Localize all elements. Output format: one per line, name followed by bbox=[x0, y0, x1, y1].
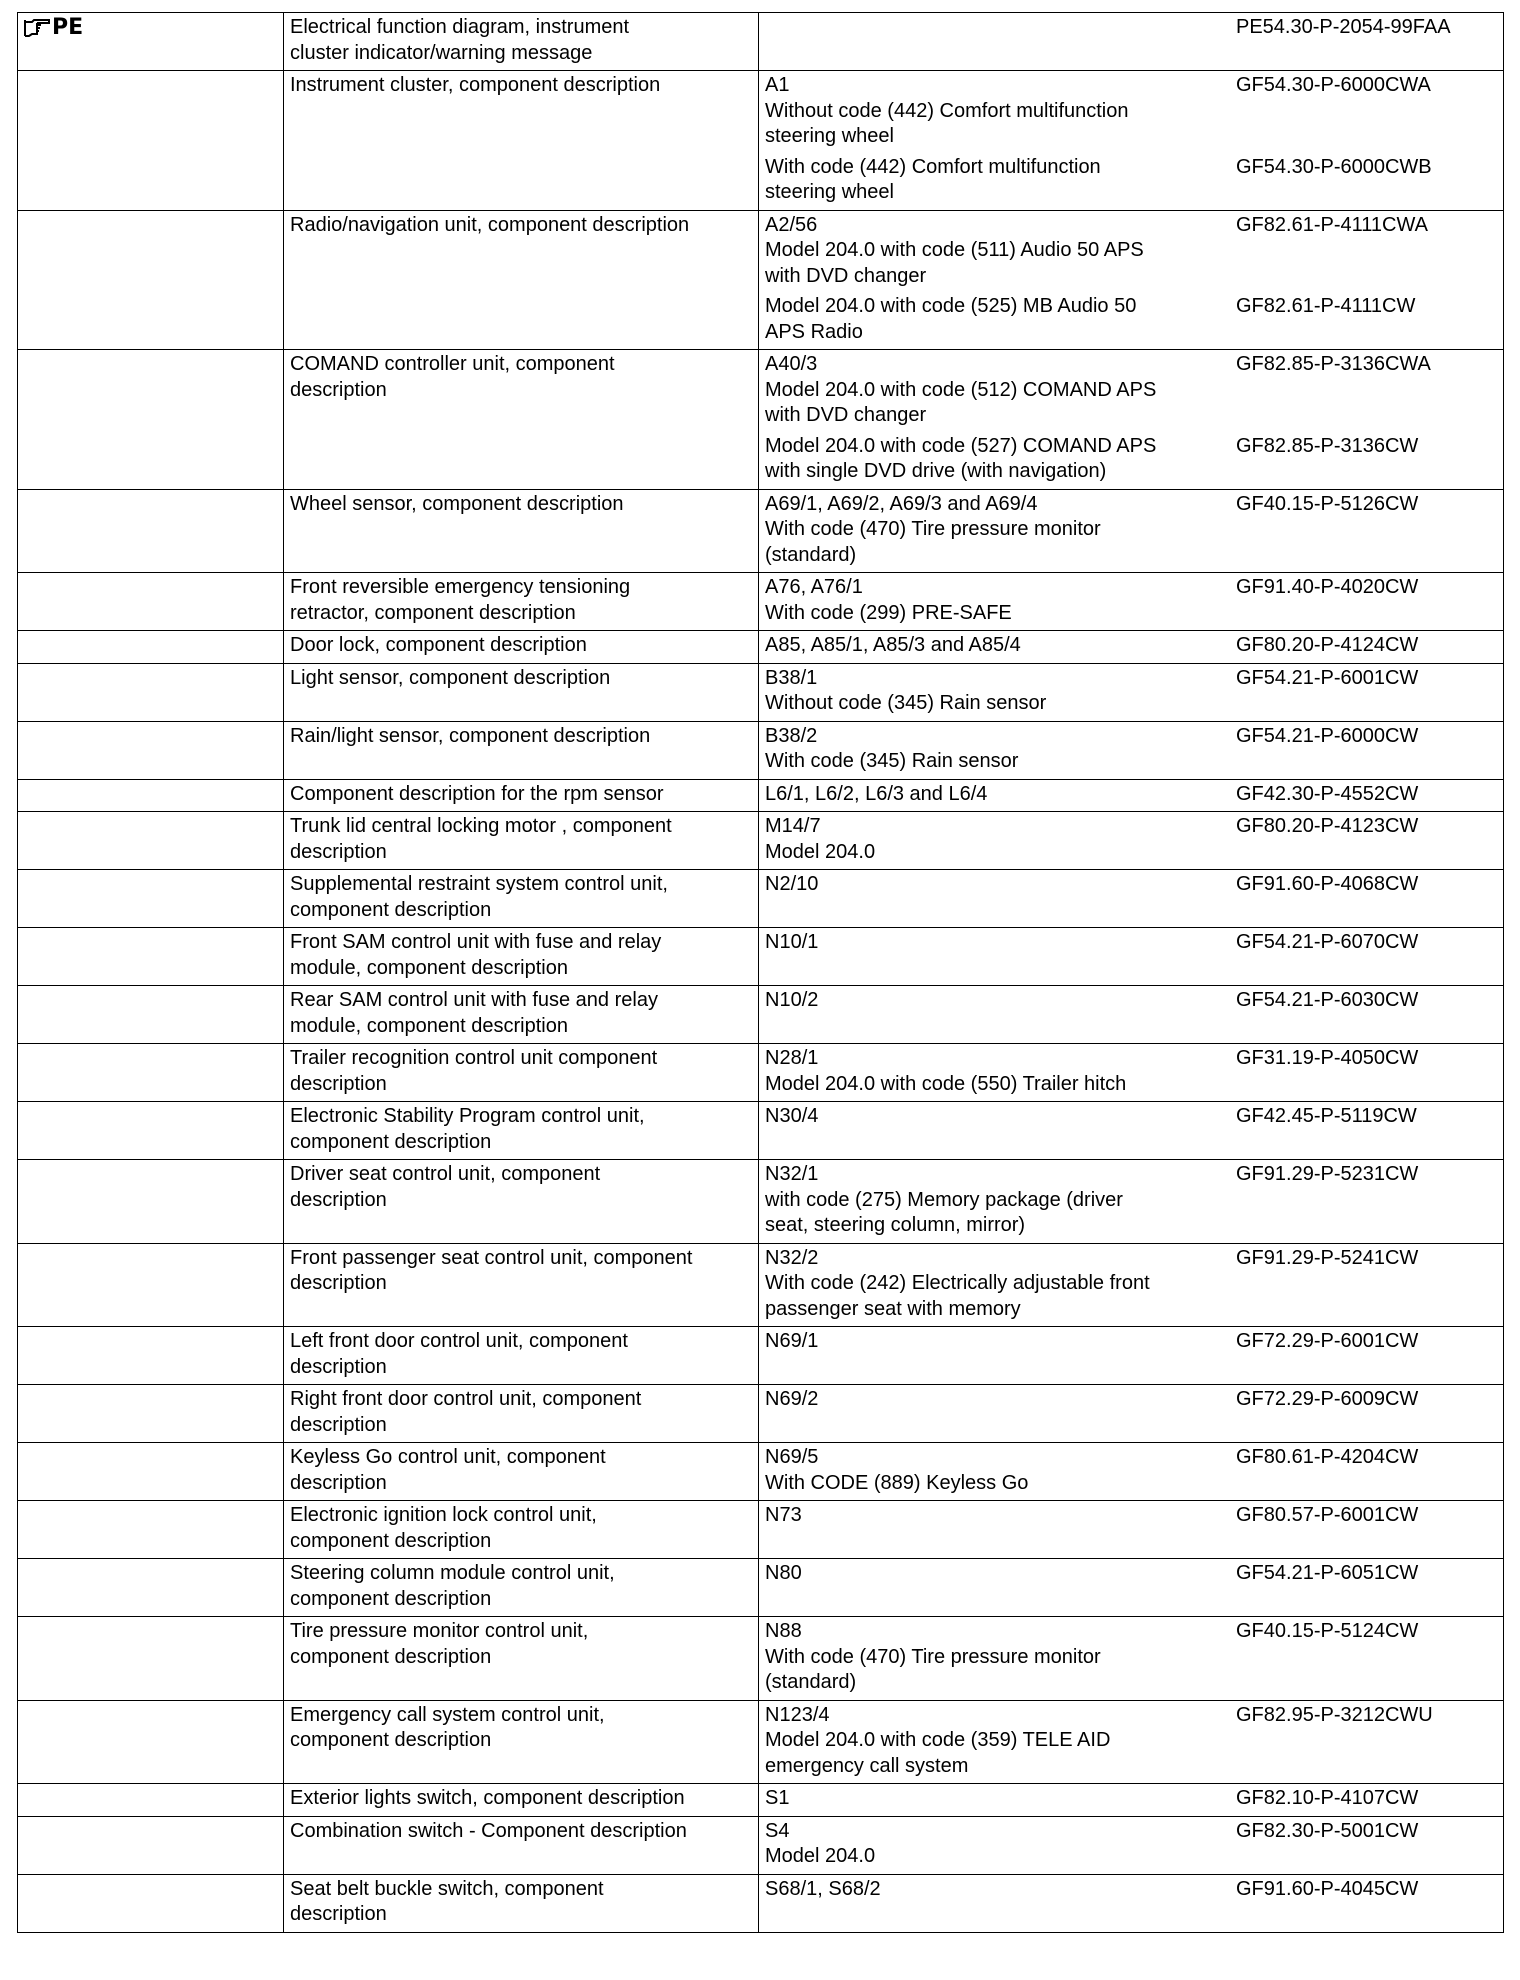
marker-cell bbox=[18, 631, 284, 664]
variant-entry bbox=[765, 1786, 1498, 1812]
variant-entry bbox=[765, 492, 1498, 569]
document-reference: GF54.21-P-6051CW bbox=[1236, 1562, 1419, 1584]
details-cell bbox=[759, 663, 1504, 721]
table-row bbox=[18, 350, 1504, 490]
document-reference: GF82.85-P-3136CW bbox=[1236, 434, 1419, 457]
variant-entry bbox=[765, 1104, 1498, 1130]
component-name: Steering column module control unit, component description bbox=[284, 1559, 759, 1617]
marker-cell bbox=[18, 1617, 284, 1701]
component-name: Driver seat control unit, component description bbox=[284, 1160, 759, 1244]
marker-cell bbox=[18, 928, 284, 986]
table-row bbox=[18, 210, 1504, 350]
table-row bbox=[18, 1784, 1504, 1817]
variant-entry bbox=[765, 1246, 1498, 1323]
document-reference: GF31.19-P-4050CW bbox=[1236, 1047, 1419, 1069]
component-name: Wheel sensor, component description bbox=[284, 489, 759, 573]
document-reference: GF80.57-P-6001CW bbox=[1236, 1504, 1419, 1526]
table-row bbox=[18, 489, 1504, 573]
component-name: Rear SAM control unit with fuse and relay module, component description bbox=[284, 986, 759, 1044]
variant-description: N73 bbox=[765, 1504, 802, 1526]
variant-description: N88 With code (470) Tire pressure monitor (standard) bbox=[765, 1620, 1101, 1693]
component-name: Keyless Go control unit, component description bbox=[284, 1443, 759, 1501]
variant-entry bbox=[765, 1329, 1498, 1355]
pe-marker bbox=[24, 15, 278, 41]
variant-description: N2/10 bbox=[765, 873, 819, 895]
variant-description: Model 204.0 with code (527) COMAND APS with single DVD drive (with navigation) bbox=[765, 434, 1157, 482]
details-cell bbox=[759, 1559, 1504, 1617]
variant-entry bbox=[765, 352, 1498, 429]
details-cell bbox=[759, 1102, 1504, 1160]
component-name: Front passenger seat control unit, component description bbox=[284, 1243, 759, 1327]
details-cell bbox=[759, 210, 1504, 350]
variant-entry bbox=[765, 930, 1498, 956]
marker-cell bbox=[18, 489, 284, 573]
variant-entry bbox=[765, 872, 1498, 898]
details-cell bbox=[759, 1243, 1504, 1327]
document-reference: GF54.21-P-6070CW bbox=[1236, 931, 1419, 953]
variant-description: N69/5 With CODE (889) Keyless Go bbox=[765, 1446, 1029, 1494]
variant-entry bbox=[765, 1619, 1498, 1696]
table-row bbox=[18, 1559, 1504, 1617]
component-name: Component description for the rpm sensor bbox=[284, 779, 759, 812]
component-name: Radio/navigation unit, component description bbox=[284, 210, 759, 350]
variant-entry bbox=[765, 814, 1498, 865]
variant-entry bbox=[765, 575, 1498, 626]
variant-description: With code (442) Comfort multifunction steering wheel bbox=[765, 155, 1101, 203]
marker-cell bbox=[18, 1327, 284, 1385]
table-row bbox=[18, 1816, 1504, 1874]
table-row bbox=[18, 928, 1504, 986]
document-reference: GF80.20-P-4124CW bbox=[1236, 634, 1419, 656]
variant-description: N123/4 Model 204.0 with code (359) TELE AID emergency call system bbox=[765, 1703, 1111, 1777]
variant-description: B38/1 Without code (345) Rain sensor bbox=[765, 666, 1047, 714]
variant-description: N80 bbox=[765, 1562, 802, 1584]
table-row bbox=[18, 1044, 1504, 1102]
marker-cell bbox=[18, 812, 284, 870]
marker-cell bbox=[18, 1784, 284, 1817]
document-reference: GF80.20-P-4123CW bbox=[1236, 815, 1419, 837]
details-cell bbox=[759, 986, 1504, 1044]
variant-entry bbox=[765, 1445, 1498, 1496]
marker-cell bbox=[18, 1816, 284, 1874]
variant-entry bbox=[765, 15, 1498, 41]
document-reference: GF82.95-P-3212CWU bbox=[1236, 1703, 1433, 1726]
component-name: Trunk lid central locking motor , component description bbox=[284, 812, 759, 870]
table-row bbox=[18, 870, 1504, 928]
table-row bbox=[18, 1617, 1504, 1701]
document-page bbox=[17, 12, 1503, 1933]
variant-entry bbox=[765, 782, 1498, 808]
reference-table bbox=[17, 12, 1504, 1933]
variant-entry bbox=[765, 1046, 1498, 1097]
variant-description: A85, A85/1, A85/3 and A85/4 bbox=[765, 634, 1021, 656]
variant-description bbox=[765, 15, 1227, 41]
component-name: Tire pressure monitor control unit, component description bbox=[284, 1617, 759, 1701]
document-reference: GF42.45-P-5119CW bbox=[1236, 1105, 1417, 1127]
document-reference: GF91.29-P-5241CW bbox=[1236, 1246, 1419, 1269]
marker-cell bbox=[18, 1044, 284, 1102]
table-row bbox=[18, 573, 1504, 631]
table-row bbox=[18, 986, 1504, 1044]
marker-cell bbox=[18, 1559, 284, 1617]
variant-description: N32/1 with code (275) Memory package (driver seat, steering column, mirror) bbox=[765, 1163, 1123, 1236]
variant-description: A40/3 Model 204.0 with code (512) COMAND APS with DVD changer bbox=[765, 353, 1157, 426]
document-reference: GF54.21-P-6001CW bbox=[1236, 666, 1419, 689]
details-cell bbox=[759, 350, 1504, 490]
table-row bbox=[18, 1385, 1504, 1443]
document-reference: GF54.21-P-6030CW bbox=[1236, 989, 1419, 1011]
variant-description: N28/1 Model 204.0 with code (550) Trailer hitch bbox=[765, 1047, 1127, 1095]
marker-cell bbox=[18, 350, 284, 490]
variant-description: N69/2 bbox=[765, 1388, 819, 1410]
document-reference: GF91.60-P-4045CW bbox=[1236, 1877, 1419, 1900]
variant-description: L6/1, L6/2, L6/3 and L6/4 bbox=[765, 782, 988, 805]
details-cell bbox=[759, 1501, 1504, 1559]
marker-cell bbox=[18, 1160, 284, 1244]
document-reference: GF54.30-P-6000CWA bbox=[1236, 74, 1431, 96]
document-reference: GF82.61-P-4111CW bbox=[1236, 295, 1416, 317]
variant-entry bbox=[765, 213, 1498, 290]
variant-entry bbox=[765, 1503, 1498, 1529]
variant-entry bbox=[765, 1877, 1498, 1903]
variant-description: M14/7 Model 204.0 bbox=[765, 815, 876, 863]
variant-description: A1 Without code (442) Comfort multifunction steering wheel bbox=[765, 74, 1129, 147]
document-reference: GF82.61-P-4111CWA bbox=[1236, 213, 1428, 236]
marker-cell bbox=[18, 1700, 284, 1784]
marker-cell bbox=[18, 210, 284, 350]
document-reference: GF72.29-P-6009CW bbox=[1236, 1388, 1419, 1410]
document-reference: GF91.29-P-5231CW bbox=[1236, 1163, 1419, 1185]
variant-description: S1 bbox=[765, 1787, 790, 1809]
marker-cell bbox=[18, 986, 284, 1044]
variant-entry bbox=[765, 434, 1498, 485]
marker-cell bbox=[18, 1102, 284, 1160]
table-row bbox=[18, 1102, 1504, 1160]
details-cell bbox=[759, 13, 1504, 71]
details-cell bbox=[759, 1617, 1504, 1701]
table-row bbox=[18, 779, 1504, 812]
variant-description: Model 204.0 with code (525) MB Audio 50 APS Radio bbox=[765, 295, 1137, 343]
document-reference: PE54.30-P-2054-99FAA bbox=[1236, 16, 1451, 38]
marker-cell bbox=[18, 71, 284, 211]
variant-entry bbox=[765, 633, 1498, 659]
variant-description: N10/1 bbox=[765, 931, 819, 953]
marker-cell bbox=[18, 870, 284, 928]
document-reference: GF40.15-P-5124CW bbox=[1236, 1620, 1419, 1642]
component-name: Seat belt buckle switch, component description bbox=[284, 1874, 759, 1932]
details-cell bbox=[759, 870, 1504, 928]
details-cell bbox=[759, 631, 1504, 664]
marker-cell bbox=[18, 573, 284, 631]
component-name: Instrument cluster, component description bbox=[284, 71, 759, 211]
variant-description: N69/1 bbox=[765, 1330, 819, 1352]
table-row bbox=[18, 1443, 1504, 1501]
marker-cell bbox=[18, 1874, 284, 1932]
table-row bbox=[18, 71, 1504, 211]
component-name: Exterior lights switch, component description bbox=[284, 1784, 759, 1817]
component-name: Light sensor, component description bbox=[284, 663, 759, 721]
marker-cell bbox=[18, 1443, 284, 1501]
pointing-hand-icon bbox=[24, 17, 50, 37]
variant-entry bbox=[765, 155, 1498, 206]
document-reference: GF82.10-P-4107CW bbox=[1236, 1787, 1419, 1809]
variant-entry bbox=[765, 73, 1498, 150]
component-name: Door lock, component description bbox=[284, 631, 759, 664]
variant-entry bbox=[765, 1561, 1498, 1587]
variant-entry bbox=[765, 988, 1498, 1014]
component-name: Trailer recognition control unit component description bbox=[284, 1044, 759, 1102]
details-cell bbox=[759, 1160, 1504, 1244]
variant-entry bbox=[765, 666, 1498, 717]
document-reference: GF40.15-P-5126CW bbox=[1236, 492, 1419, 515]
reference-table-body bbox=[18, 13, 1504, 1933]
variant-entry bbox=[765, 294, 1498, 345]
marker-cell bbox=[18, 13, 284, 71]
table-row bbox=[18, 1327, 1504, 1385]
component-name: Front reversible emergency tensioning retractor, component description bbox=[284, 573, 759, 631]
variant-description: N30/4 bbox=[765, 1105, 819, 1127]
marker-cell bbox=[18, 1243, 284, 1327]
marker-cell bbox=[18, 779, 284, 812]
document-reference: GF91.40-P-4020CW bbox=[1236, 576, 1419, 598]
component-name: Supplemental restraint system control unit, component description bbox=[284, 870, 759, 928]
variant-description: A2/56 Model 204.0 with code (511) Audio 50 APS with DVD changer bbox=[765, 213, 1144, 287]
details-cell bbox=[759, 779, 1504, 812]
table-row bbox=[18, 1243, 1504, 1327]
table-row bbox=[18, 663, 1504, 721]
marker-cell bbox=[18, 1385, 284, 1443]
variant-entry bbox=[765, 1162, 1498, 1239]
details-cell bbox=[759, 1044, 1504, 1102]
document-reference: GF80.61-P-4204CW bbox=[1236, 1446, 1419, 1468]
variant-entry bbox=[765, 724, 1498, 775]
marker-cell bbox=[18, 721, 284, 779]
marker-cell bbox=[18, 1501, 284, 1559]
details-cell bbox=[759, 1874, 1504, 1932]
details-cell bbox=[759, 928, 1504, 986]
document-reference: GF91.60-P-4068CW bbox=[1236, 873, 1419, 895]
document-reference: GF54.30-P-6000CWB bbox=[1236, 155, 1432, 178]
component-name: Electronic Stability Program control unit, component description bbox=[284, 1102, 759, 1160]
document-reference: GF82.85-P-3136CWA bbox=[1236, 353, 1431, 375]
details-cell bbox=[759, 721, 1504, 779]
details-cell bbox=[759, 1816, 1504, 1874]
table-row bbox=[18, 721, 1504, 779]
details-cell bbox=[759, 812, 1504, 870]
variant-description: B38/2 With code (345) Rain sensor bbox=[765, 724, 1019, 772]
component-name: Electrical function diagram, instrument cluster indicator/warning message bbox=[284, 13, 759, 71]
component-name: Electronic ignition lock control unit, component description bbox=[284, 1501, 759, 1559]
details-cell bbox=[759, 1700, 1504, 1784]
document-reference: GF42.30-P-4552CW bbox=[1236, 782, 1419, 805]
details-cell bbox=[759, 1784, 1504, 1817]
marker-cell bbox=[18, 663, 284, 721]
table-row bbox=[18, 1700, 1504, 1784]
component-name: Front SAM control unit with fuse and relay module, component description bbox=[284, 928, 759, 986]
variant-description: S68/1, S68/2 bbox=[765, 1877, 881, 1900]
variant-description: A69/1, A69/2, A69/3 and A69/4 With code (470) Tire pressure monitor (standard) bbox=[765, 492, 1101, 566]
variant-description: A76, A76/1 With code (299) PRE-SAFE bbox=[765, 576, 1012, 624]
variant-description: S4 Model 204.0 bbox=[765, 1819, 876, 1867]
component-name: Rain/light sensor, component description bbox=[284, 721, 759, 779]
variant-entry bbox=[765, 1387, 1498, 1413]
component-name: Combination switch - Component description bbox=[284, 1816, 759, 1874]
document-reference: GF82.30-P-5001CW bbox=[1236, 1819, 1419, 1842]
component-name: COMAND controller unit, component description bbox=[284, 350, 759, 490]
table-row bbox=[18, 1874, 1504, 1932]
details-cell bbox=[759, 1327, 1504, 1385]
details-cell bbox=[759, 1443, 1504, 1501]
table-row bbox=[18, 631, 1504, 664]
component-name: Left front door control unit, component description bbox=[284, 1327, 759, 1385]
table-row bbox=[18, 812, 1504, 870]
table-row bbox=[18, 13, 1504, 71]
details-cell bbox=[759, 71, 1504, 211]
variant-entry bbox=[765, 1703, 1498, 1780]
variant-entry bbox=[765, 1819, 1498, 1870]
pe-marker-label: PE bbox=[52, 15, 84, 40]
details-cell bbox=[759, 1385, 1504, 1443]
component-name: Right front door control unit, component description bbox=[284, 1385, 759, 1443]
details-cell bbox=[759, 573, 1504, 631]
variant-description: N10/2 bbox=[765, 989, 819, 1011]
table-row bbox=[18, 1160, 1504, 1244]
details-cell bbox=[759, 489, 1504, 573]
component-name: Emergency call system control unit, component description bbox=[284, 1700, 759, 1784]
document-reference: GF54.21-P-6000CW bbox=[1236, 724, 1419, 747]
table-row bbox=[18, 1501, 1504, 1559]
document-reference: GF72.29-P-6001CW bbox=[1236, 1330, 1419, 1352]
variant-description: N32/2 With code (242) Electrically adjustable front passenger seat with memory bbox=[765, 1246, 1150, 1320]
